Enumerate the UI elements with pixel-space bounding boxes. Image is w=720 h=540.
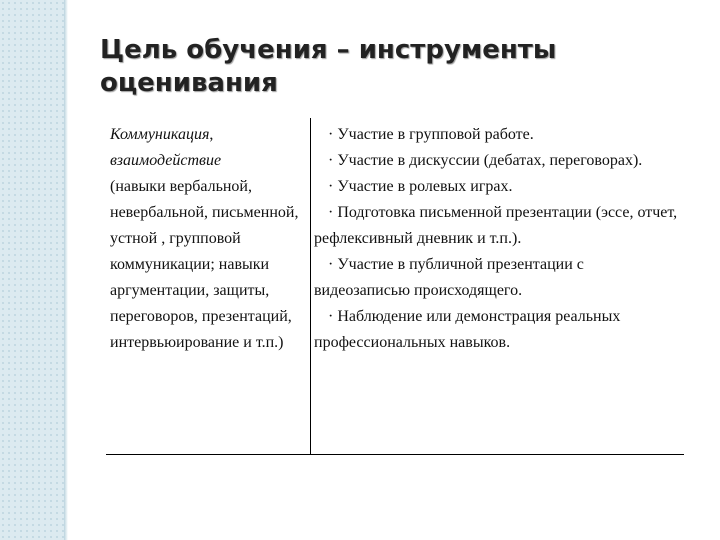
content-table xyxy=(106,118,684,455)
skill-name-second: взаимодействие xyxy=(110,152,222,169)
assessment-item: · Участие в публичной презентации с видеозаписью происходящего. xyxy=(314,256,584,299)
skill-comma: , xyxy=(209,126,214,143)
assessment-item: · Участие в ролевых играх. xyxy=(328,178,513,195)
skill-description: (навыки вербальной, невербальной, письменной, устной , групповой коммуникации; навыки аргументации, защиты, переговоров, презентаций, интервьюирование и т.п.) xyxy=(110,178,299,351)
assessment-item: · Наблюдение или демонстрация реальных профессиональных навыков. xyxy=(314,308,621,351)
assessment-item: · Участие в дискуссии (дебатах, переговорах). xyxy=(328,152,643,169)
side-band-edge xyxy=(64,0,68,540)
skill-name: Коммуникация xyxy=(110,126,210,143)
decorative-side-band xyxy=(0,0,64,540)
column-divider xyxy=(310,118,311,454)
assessment-item: · Участие в групповой работе. xyxy=(328,126,534,143)
assessment-tools-column xyxy=(314,122,680,356)
assessment-item: · Подготовка письменной презентации (эссе, отчет, рефлексивный дневник и т.п.). xyxy=(314,204,678,247)
skill-column xyxy=(110,122,306,356)
slide-title: Цель обучения – инструменты оценивания xyxy=(100,35,557,98)
